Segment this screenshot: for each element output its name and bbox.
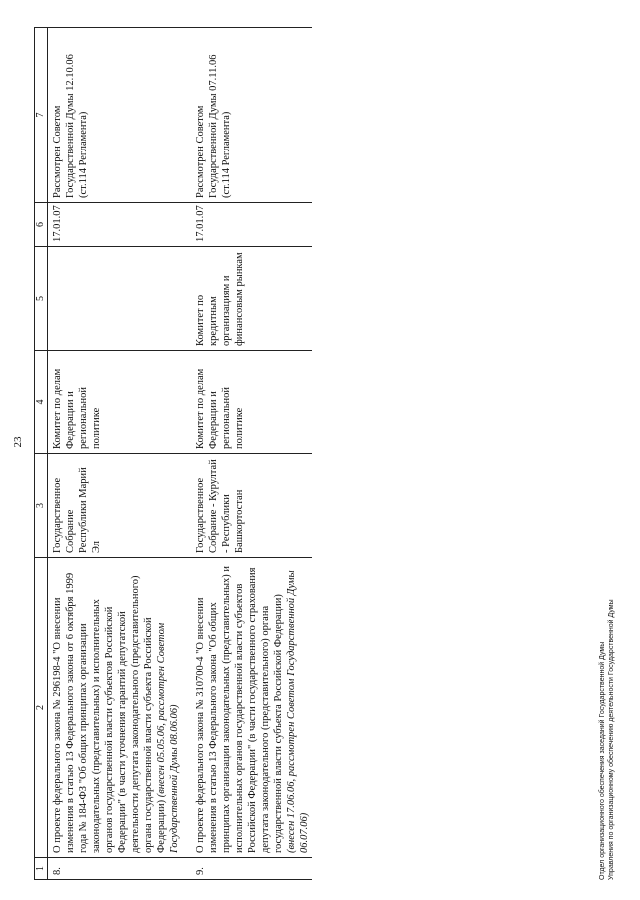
agenda-table — [34, 27, 312, 880]
responsible-committee: Комитет по делам Федерации и региональной политике — [191, 351, 312, 454]
initiator: Государственное Собрание Республики Марий Эл — [48, 454, 192, 558]
responsible-committee: Комитет по делам Федерации и региональной политике — [48, 351, 192, 454]
column-header: 1 — [35, 858, 48, 880]
row-number: 9. — [191, 858, 312, 880]
page-number: 23 — [12, 436, 24, 448]
bill-description: О проекте федерального закона № 296198-4 "О внесении изменения в статью 13 Федерального закона от 6 октября 1999 года № 184-ФЗ "Об общих принципах организации законодательных (представительных) и исполнительных органов государственной власти субъектов Российской Федерации" (в части уточнения гарантий депутатской деятельности депутата законодательного (представительного) органа государственной власти субъекта Российской Федерации) — [52, 572, 167, 853]
column-header: 6 — [35, 203, 48, 247]
table-row — [191, 28, 312, 880]
column-header: 7 — [35, 28, 48, 203]
column-header: 3 — [35, 454, 48, 558]
column-header: 4 — [35, 351, 48, 454]
co-committee — [48, 247, 192, 351]
column-header: 5 — [35, 247, 48, 351]
row-number: 8. — [48, 858, 192, 880]
initiator: Государственное Собрание - Курултай - Республики Башкортостан — [191, 454, 312, 558]
status: Рассмотрен Советом Государственной Думы 12.10.06 (ст.114 Регламента) — [48, 28, 192, 203]
co-committee: Комитет по кредитным организациям и финансовым рынкам — [191, 247, 312, 351]
bill-description: О проекте федерального закона № 310700-4 "О внесении изменения в статью 13 Федерального закона "Об общих принципах организации законодательных (представительных) и исполнительных органов государственной власти субъектов Российской Федерации" (в части государственного страхования депутата законодательного (представительного) органа государственной власти субъекта Российской Федерации) — [195, 565, 284, 853]
date: 17.01.07 — [48, 203, 192, 247]
date: 17.01.07 — [191, 203, 312, 247]
footer-line: Отдел организационного обеспечения заседаний Государственной Думы — [599, 641, 606, 880]
page-footer — [598, 599, 616, 880]
footer-line: Управления по организационному обеспечению деятельности Государственной Думы — [608, 599, 615, 880]
bill-note: (внесен 17.06.06, рассмотрен Советом Государственной Думы 06.07.06) — [286, 570, 310, 853]
table-row — [48, 28, 192, 880]
table-header-row — [35, 28, 48, 880]
bill-description-cell — [48, 558, 192, 858]
status: Рассмотрен Советом Государственной Думы 07.11.06 (ст.114 Регламента) — [191, 28, 312, 203]
column-header: 2 — [35, 558, 48, 858]
bill-description-cell — [191, 558, 312, 858]
bill-note: (внесен 05.05.06, рассмотрен Советом Государственной Думы 08.06.06) — [156, 622, 180, 853]
